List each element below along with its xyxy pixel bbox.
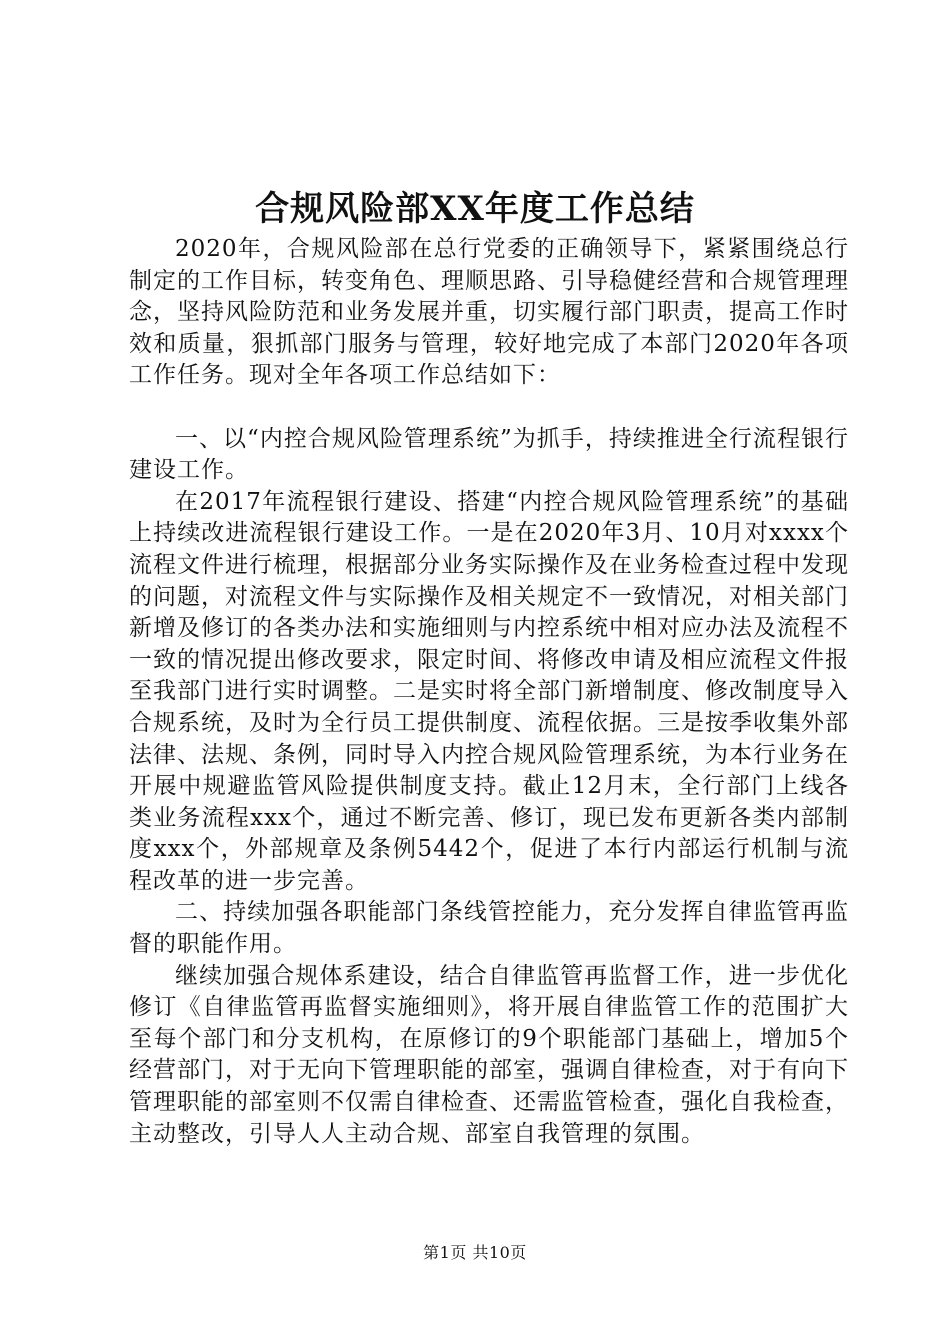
section-heading-2: 二、持续加强各职能部门条线管控能力，充分发挥自律监管再监督的职能作用。	[129, 899, 849, 958]
paragraph-spacer	[129, 392, 849, 424]
paragraph-section-1: 在2017年流程银行建设、搭建“内控合规风险管理系统”的基础上持续改进流程银行建设工作。一是在2020年3月、10月对xxxx个流程文件进行梳理，根据部分业务实际操作及在业务检查过程中发现的问题，对流程文件与实际操作及相关规定不一致情况，对相关部门新增及修订的各类办法和实施细则与内控系统中相对应办法及流程不一致的情况提出修改要求，限定时间、将修改申请及相应流程文件报至我部门进行实时调整。二是实时将全部门新增制度、修改制度导入合规系统，及时为全行员工提供制度、流程依据。三是按季收集外部法律、法规、条例，同时导入内控合规风险管理系统，为本行业务在开展中规避监管风险提供制度支持。截止12月末，全行部门上线各类业务流程xxx个，通过不断完善、修订，现已发布更新各类内部制度xxx个，外部规章及条例5442个，促进了本行内部运行机制与流程改革的进一步完善。	[129, 488, 849, 894]
document-body	[129, 234, 849, 1150]
page-footer: 第1页 共10页	[423, 1243, 527, 1262]
paragraph-intro: 2020年，合规风险部在总行党委的正确领导下，紧紧围绕总行制定的工作目标，转变角色、理顺思路、引导稳健经营和合规管理理念，坚持风险防范和业务发展并重，切实履行部门职责，提高工作时效和质量，狠抓部门服务与管理，较好地完成了本部门2020年各项工作任务。现对全年各项工作总结如下：	[129, 236, 849, 389]
section-heading-1: 一、以“内控合规风险管理系统”为抓手，持续推进全行流程银行建设工作。	[129, 425, 849, 484]
document-title: 合规风险部XX年度工作总结	[255, 189, 695, 229]
paragraph-section-2: 继续加强合规体系建设，结合自律监管再监督工作，进一步优化修订《自律监管再监督实施细则》，将开展自律监管工作的范围扩大至每个部门和分支机构，在原修订的9个职能部门基础上，增加5个经营部门，对于无向下管理职能的部室，强调自律检查，对于有向下管理职能的部室则不仅需自律检查、还需监管检查，强化自我检查，主动整改，引导人人主动合规、部室自我管理的氛围。	[129, 962, 849, 1147]
